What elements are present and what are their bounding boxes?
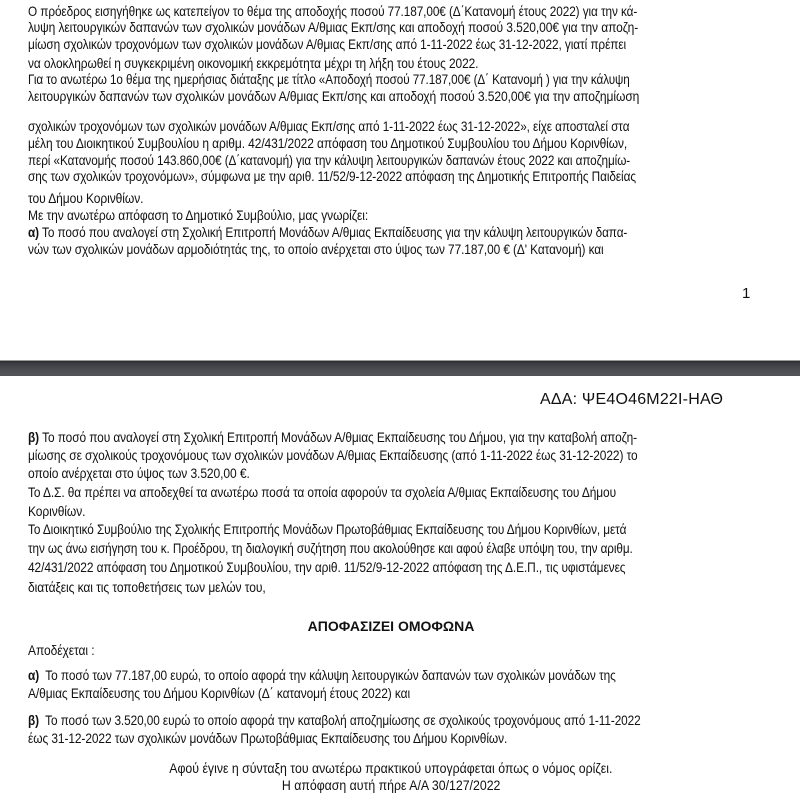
paragraph-line: έως 31-12-2022 των σχολικών μονάδων Πρωτοβάθμιας Εκπαίδευσης του Δήμου Κορινθίων. bbox=[28, 730, 508, 746]
paragraph-line: μίωση σχολικών τροχονόμων των σχολικών μονάδων Α/θμιας Εκπ/σης από 1-11-2022 έως 31-12-2022, γιατί πρέπει bbox=[28, 36, 627, 52]
closing-line bbox=[0, 777, 782, 793]
page-1 bbox=[0, 0, 800, 360]
paragraph-line: Το Δ.Σ. θα πρέπει να αποδεχθεί τα ανωτέρω ποσά τα οποία αφορούν τα σχολεία Α/θμιας Εκπαίδευσης του Δήμου bbox=[28, 484, 617, 500]
paragraph-line: 42/431/2022 απόφαση του Δημοτικού Συμβουλίου, την αριθ. 11/52/9-12-2022 απόφαση της Δ.Ε.Π., τις υφιστάμενες bbox=[28, 559, 626, 575]
paragraph-line: νών των σχολικών μονάδων αρμοδιότητάς της, το οποίο ανέρχεται στο ύψος των 77.187,00 € (Δ' Κατανομή) και bbox=[28, 241, 604, 257]
decision-item-b bbox=[28, 712, 641, 728]
paragraph-line: του Δήμου Κορινθίων. bbox=[28, 190, 144, 206]
decision-marker-b: β) bbox=[28, 712, 39, 728]
paragraph-line: σχολικών τροχονόμων των σχολικών μονάδων Α/θμιας Εκπ/σης από 1-11-2022 έως 31-12-2022», είχε αποσταλεί στα bbox=[28, 118, 630, 134]
paragraph-line: Για το ανωτέρω 1ο θέμα της ημερήσιας διάταξης με τίτλο «Αποδοχή ποσού 77.187,00€ (Δ΄ Κατανομή ) για την κάλυψη bbox=[28, 71, 630, 87]
paragraph-line: λυψη λειτουργικών δαπανών των σχολικών μονάδων Α/θμιας Εκπ/σης και αποδοχή ποσού 3.520,00€ για την αποζη- bbox=[28, 19, 639, 35]
list-item-a bbox=[28, 224, 627, 240]
closing-line bbox=[0, 760, 782, 776]
paragraph-line: μίωσης σε σχολικούς τροχονόμους των σχολικών μονάδων Α/θμιας Εκπαίδευσης (από 1-11-2022 έως 31-12-2022) το bbox=[28, 447, 638, 463]
paragraph-line: οποίο ανέρχεται στο ύψος των 3.520,00 €. bbox=[28, 465, 250, 481]
list-marker-a: α) bbox=[28, 224, 40, 240]
page-2 bbox=[0, 376, 800, 797]
paragraph-line: Ο πρόεδρος εισηγήθηκε ως κατεπείγον το θέμα της αποδοχής ποσού 77.187,00€ (Δ΄Κατανομή έτους 2022) για την κά- bbox=[28, 3, 638, 19]
decision-text: Το ποσό των 77.187,00 ευρώ, το οποίο αφορά την κάλυψη λειτουργικών δαπανών των σχολικών μονάδων της bbox=[45, 667, 616, 683]
paragraph-line: μέλη του Διοικητικού Συμβουλίου η αριθμ. 42/431/2022 απόφαση του Δημοτικού Συμβουλίου του Δήμου Κορινθίων, bbox=[28, 135, 628, 151]
paragraph-line: περί «Κατανομής ποσού 143.860,00€ (Δ΄κατανομή) για την κάλυψη λειτουργικών δαπανών έτους 2022 και αποζημίω- bbox=[28, 152, 631, 168]
paragraph-line: Το Διοικητικό Συμβούλιο της Σχολικής Επιτροπής Μονάδων Πρωτοβάθμιας Εκπαίδευσης του Δήμου Κορινθίων, μετά bbox=[28, 521, 627, 537]
decision-heading: ΑΠΟΦΑΣΙΖΕΙ ΟΜΟΦΩΝΑ bbox=[307, 618, 475, 634]
decision-item-a bbox=[28, 667, 616, 683]
closing-text: Αφού έγινε η σύνταξη του ανωτέρω πρακτικού υπογράφεται όπως ο νόμος ορίζει. bbox=[169, 760, 613, 776]
paragraph-line: σης των σχολικών τροχονόμων», σύμφωνα με την αριθ. 11/52/9-12-2022 απόφαση της Δημοτικής Επιτροπής Παιδείας bbox=[28, 168, 636, 184]
list-marker-b: β) bbox=[28, 429, 40, 445]
paragraph-line: την ως άνω εισήγηση του κ. Προέδρου, τη διαλογική συζήτηση που ακολούθησε και αφού έλαβε υπόψη του, την αριθμ. bbox=[28, 540, 633, 556]
decision-marker-a: α) bbox=[28, 667, 40, 683]
paragraph-line: Α/θμιας Εκπαίδευσης του Δήμου Κορινθίων (Δ΄ κατανομή έτους 2022) και bbox=[28, 685, 411, 701]
paragraph-line: διατάξεις και τις τοποθετήσεις των μελών του, bbox=[28, 579, 266, 595]
list-item-text: Το ποσό που αναλογεί στη Σχολική Επιτροπή Μονάδων Α/θμιας Εκπαίδευσης του Δήμου, για την καταβολή αποζη- bbox=[42, 429, 638, 445]
accepts-label: Αποδέχεται : bbox=[28, 642, 95, 658]
paragraph-line: να ολοκληρωθεί η συγκεκριμένη οικονομική εκκρεμότητα μέχρι τη λήξη του έτους 2022. bbox=[28, 55, 479, 71]
decision-text: Το ποσό των 3.520,00 ευρώ το οποίο αφορά την καταβολή αποζημίωσης σε σχολικούς τροχονόμους από 1-11-2022 bbox=[45, 712, 641, 728]
list-item-b bbox=[28, 429, 637, 445]
list-item-text: Το ποσό που αναλογεί στη Σχολική Επιτροπή Μονάδων Α/θμιας Εκπαίδευσης για την κάλυψη λειτουργικών δαπα- bbox=[42, 224, 628, 240]
paragraph-line: Με την ανωτέρω απόφαση το Δημοτικό Συμβούλιο, μας γνωρίζει: bbox=[28, 207, 369, 223]
page-separator bbox=[0, 360, 800, 376]
closing-text: Η απόφαση αυτή πήρε Α/Α 30/127/2022 bbox=[281, 777, 501, 793]
ada-code: ΑΔΑ: ΨΕ4Ο46Μ22Ι-ΗΑΘ bbox=[540, 391, 724, 408]
page-number: 1 bbox=[742, 285, 751, 302]
paragraph-line: λειτουργικών δαπανών των σχολικών μονάδων Α/θμιας Εκπ/σης και αποδοχή ποσού 3.520,00€ για την αποζημίωση bbox=[28, 88, 640, 104]
paragraph-line: Κορινθίων. bbox=[28, 503, 86, 519]
